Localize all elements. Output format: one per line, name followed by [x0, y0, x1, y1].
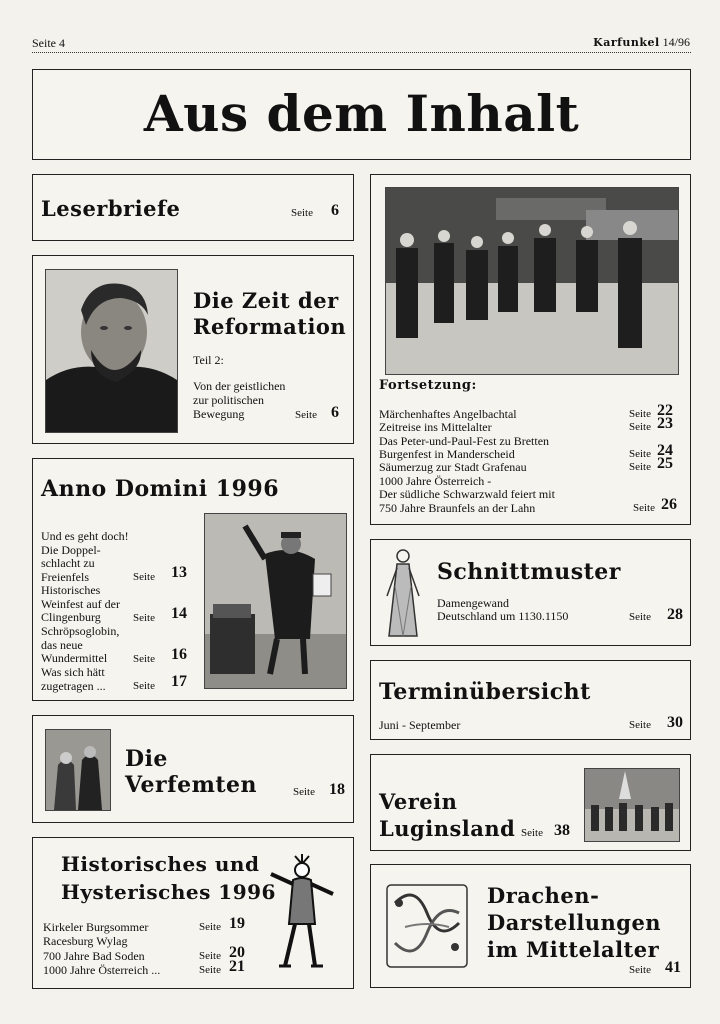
historisches-item-seite: Seite [199, 964, 221, 976]
schnittmuster-title: Schnittmuster [437, 559, 621, 585]
fortsetzung-item-text: Das Peter-und-Paul-Fest zu Bretten [379, 434, 550, 448]
fortsetzung-list [379, 402, 679, 519]
schnittmuster-line1: Damengewand [437, 596, 509, 610]
verein-photo-image [584, 768, 680, 842]
verein-title-line1: Verein [379, 789, 458, 814]
anno-item-1-seite: Seite [133, 571, 155, 583]
fortsetzung-item-4[interactable] [379, 442, 679, 461]
anno-item-2[interactable] [41, 584, 196, 625]
fortsetzung-item-seite: Seite [633, 502, 655, 514]
fortsetzung-item-text: Säumerzug zur Stadt Grafenau [379, 460, 527, 474]
termine-seite: Seite [629, 719, 651, 731]
termine-title: Terminübersicht [379, 679, 591, 705]
fortsetzung-item-seite: Seite [629, 461, 651, 473]
historisches-item-seite: Seite [199, 950, 221, 962]
fortsetzung-box[interactable] [370, 174, 691, 525]
historisches-item-text: 700 Jahre Bad Soden [43, 949, 145, 963]
reformation-title-line1: Die Zeit der [193, 288, 339, 313]
drachen-title-line3: im Mittelalter [487, 937, 660, 962]
magazine-issue [593, 35, 690, 50]
historisches-title-line1: Historisches und [61, 852, 260, 876]
anno-item-1-line: schlacht zu [41, 556, 95, 570]
reformation-desc-2: zur politischen [193, 393, 264, 407]
anno-item-1-line: Die Doppel- [41, 542, 101, 557]
historisches-list [43, 915, 253, 980]
fortsetzung-item-page: 25 [657, 455, 673, 472]
verfemten-seite: Seite [293, 786, 315, 798]
verein-seite: Seite [521, 827, 543, 839]
anno-item-4-seite: Seite [133, 680, 155, 692]
anno-item-2-line: Weinfest auf der [41, 596, 120, 611]
fortsetzung-item-3[interactable] [379, 434, 679, 448]
termine-page: 30 [667, 714, 683, 731]
anno-domini-box[interactable] [32, 458, 354, 701]
historisches-box[interactable] [32, 837, 354, 989]
fortsetzung-item-seite: Seite [629, 408, 651, 420]
historisches-item-page: 21 [229, 958, 245, 975]
anno-item-2-page: 14 [171, 605, 187, 622]
fortsetzung-item-seite: Seite [629, 448, 651, 460]
historisches-item-2[interactable] [43, 934, 253, 948]
schnittmuster-line2: Deutschland um 1130.1150 [437, 609, 569, 623]
anno-item-2-line: Historisches [41, 583, 101, 597]
verfemten-box[interactable] [32, 715, 354, 823]
fortsetzung-item-text: 750 Jahre Braunfels an der Lahn [379, 501, 536, 515]
schnittmuster-page: 28 [667, 606, 683, 623]
drachen-title-line2: Darstellungen [487, 910, 662, 935]
historisches-item-4[interactable] [43, 958, 253, 977]
anno-item-2-seite: Seite [133, 612, 155, 624]
anno-item-4-page: 17 [171, 673, 187, 690]
luther-portrait-image [45, 269, 178, 433]
verfemten-page: 18 [329, 781, 345, 798]
jester-illustration [265, 854, 339, 974]
anno-item-4-line: Was sich hätt [41, 665, 105, 679]
reformation-desc-1: Von der geistlichen [193, 379, 286, 393]
anno-item-1-line: Freienfels [41, 569, 89, 584]
fortsetzung-item-text: Der südliche Schwarzwald feiert mit [379, 487, 555, 501]
fortsetzung-item-8[interactable] [379, 496, 679, 515]
termine-line: Juni - September [379, 718, 461, 732]
verfemten-title-line2: Verfemten [125, 772, 258, 798]
page-number: Seite 4 [32, 36, 65, 50]
historisches-item-text: Racesburg Wylag [43, 934, 128, 948]
termine-box[interactable] [370, 660, 691, 740]
drachen-seite: Seite [629, 964, 651, 976]
fortsetzung-item-seite: Seite [629, 421, 651, 433]
leserbriefe-box[interactable] [32, 174, 354, 241]
schnittmuster-box[interactable] [370, 539, 691, 646]
header-rule [32, 52, 691, 53]
verein-box[interactable] [370, 754, 691, 851]
fortsetzung-item-page: 23 [657, 415, 673, 432]
anno-item-4[interactable] [41, 666, 196, 693]
verfemten-photo-image [45, 729, 111, 811]
historisches-item-page: 20 [229, 944, 245, 961]
anno-item-3[interactable] [41, 625, 196, 666]
reformation-box[interactable] [32, 255, 354, 444]
drachen-page: 41 [665, 959, 681, 976]
fortsetzung-item-2[interactable] [379, 415, 679, 434]
reformation-desc-3: Bewegung [193, 407, 245, 421]
page-title: Aus dem Inhalt [143, 84, 580, 143]
fortsetzung-item-6[interactable] [379, 474, 679, 488]
historisches-title-line2: Hysterisches 1996 [61, 880, 276, 904]
historisches-item-seite: Seite [199, 921, 221, 933]
anno-domini-title: Anno Domini 1996 [41, 476, 280, 502]
anno-item-1-line: Und es geht doch! [41, 529, 129, 543]
anno-item-3-line: das neue [41, 637, 83, 652]
reformation-page: 6 [331, 404, 339, 421]
anno-item-3-line: Schröpsoglobin, [41, 624, 120, 638]
reformation-sub: Teil 2: [193, 353, 224, 367]
anno-item-1[interactable] [41, 530, 196, 584]
anno-item-2-line: Clingenburg [41, 610, 101, 624]
lady-figure-illustration [383, 546, 423, 640]
anno-item-4-line: zugetragen ... [41, 678, 106, 693]
verfemten-title-line1: Die [125, 746, 168, 772]
verein-title-line2: Luginsland [379, 816, 516, 841]
anno-item-3-seite: Seite [133, 653, 155, 665]
fortsetzung-item-1[interactable] [379, 402, 679, 421]
juggler-photo-image [204, 513, 347, 689]
fortsetzung-item-text: Burgenfest in Manderscheid [379, 447, 515, 461]
fortsetzung-item-page: 22 [657, 402, 673, 419]
anno-item-3-line: Wundermittel [41, 651, 108, 665]
fortsetzung-title: Fortsetzung: [379, 378, 477, 393]
dragon-knot-illustration [385, 883, 469, 969]
fortsetzung-item-5[interactable] [379, 455, 679, 474]
fortsetzung-item-text: Märchenhaftes Angelbachtal [379, 407, 517, 421]
fortsetzung-item-page: 24 [657, 442, 673, 459]
fortsetzung-item-7[interactable] [379, 487, 679, 501]
issue-number: 14/96 [662, 35, 690, 49]
dance-photo-image [385, 187, 679, 375]
leserbriefe-page: 6 [331, 202, 339, 219]
historisches-item-text: Kirkeler Burgsommer [43, 920, 149, 934]
drachen-box[interactable] [370, 864, 691, 988]
leserbriefe-seite: Seite [291, 207, 313, 219]
anno-domini-list [41, 530, 196, 698]
drachen-title-line1: Drachen- [487, 883, 600, 908]
historisches-item-text: 1000 Jahre Österreich ... [43, 963, 161, 977]
title-box [32, 69, 691, 160]
magazine-name: Karfunkel [593, 36, 660, 49]
fortsetzung-item-text: Zeitreise ins Mittelalter [379, 420, 492, 434]
reformation-seite: Seite [295, 409, 317, 421]
reformation-title-line2: Reformation [193, 314, 347, 339]
anno-item-1-page: 13 [171, 564, 187, 581]
anno-item-3-page: 16 [171, 646, 187, 663]
leserbriefe-title: Leserbriefe [41, 196, 181, 221]
verein-page: 38 [554, 822, 570, 839]
schnittmuster-seite: Seite [629, 611, 651, 623]
historisches-item-page: 19 [229, 915, 245, 932]
historisches-item-1[interactable] [43, 915, 253, 934]
historisches-item-3[interactable] [43, 944, 253, 963]
fortsetzung-item-page: 26 [661, 496, 677, 513]
fortsetzung-item-text: 1000 Jahre Österreich - [379, 474, 492, 488]
